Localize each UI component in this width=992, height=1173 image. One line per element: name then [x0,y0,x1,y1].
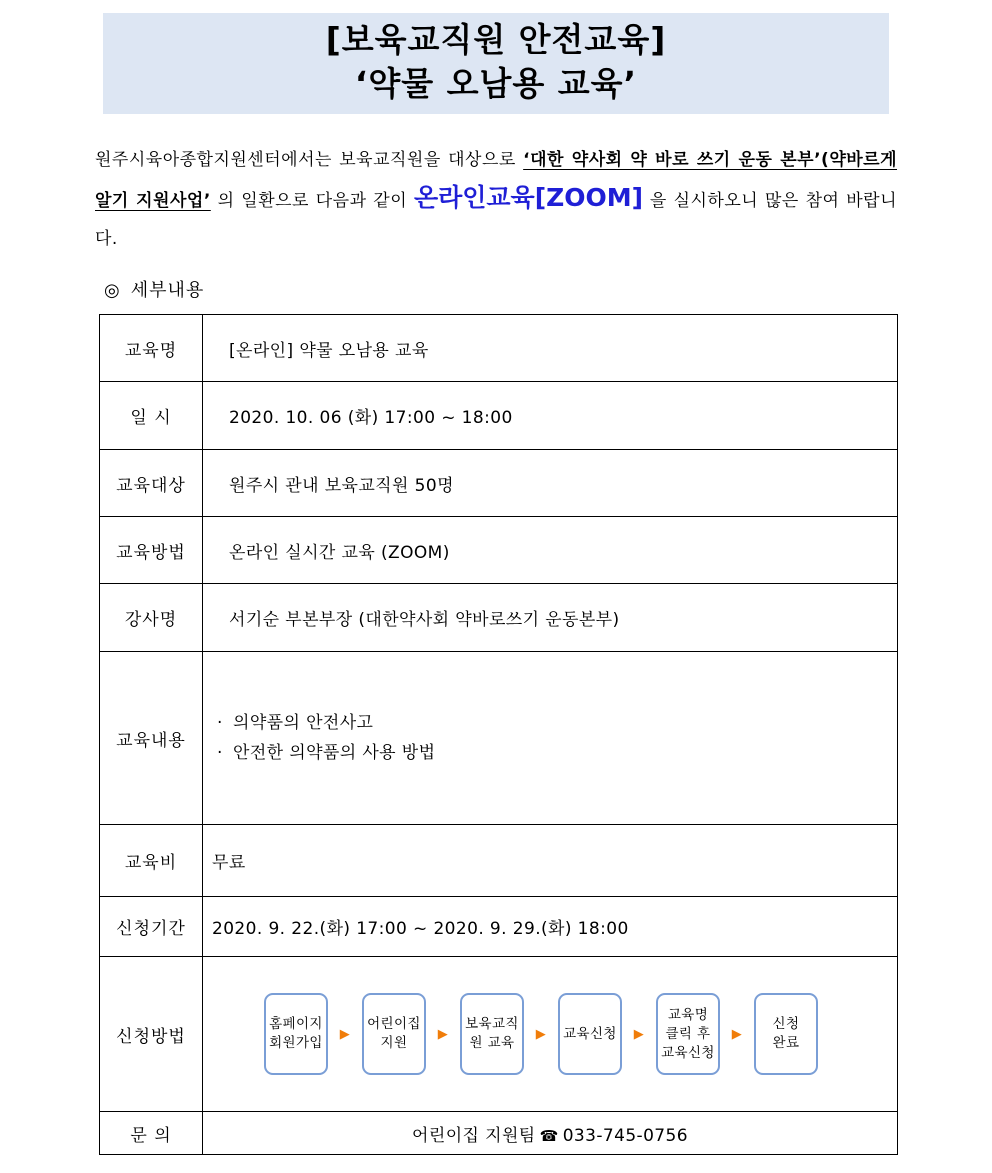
arrow-right-icon: ▶ [437,1026,449,1042]
table-row [100,517,898,584]
intro-paragraph [95,141,897,258]
details-table [99,314,898,1155]
flow-step: 교육명 클릭 후 교육신청 [656,993,720,1075]
table-row [100,382,898,450]
bullet-dot: · [217,743,223,763]
table-row [100,315,898,382]
row-label: 교육내용 [100,652,203,825]
table-row [100,897,898,957]
intro-online-zoom: 온라인교육[ZOOM] [413,183,644,212]
table-row [100,957,898,1112]
arrow-right-icon: ▶ [339,1026,351,1042]
row-label: 신청방법 [100,957,203,1112]
content-list [217,708,897,768]
table-row [100,1112,898,1155]
title-main: [보육교직원 안전교육] [325,20,667,59]
row-value: 원주시 관내 보육교직원 50명 [203,450,898,517]
flow-step: 홈페이지 회원가입 [264,993,328,1075]
row-label: 신청기간 [100,897,203,957]
table-row [100,450,898,517]
row-value [203,652,898,825]
flow-step: 교육신청 [558,993,622,1075]
title-banner [103,13,889,114]
intro-text-2: 의 일환으로 다음과 같이 [210,191,414,211]
intro-text-3: 을 실시하오니 많은 참여 바랍니다. [95,191,897,249]
contact-team: 어린이집 지원팀 [412,1125,536,1146]
list-item [217,738,885,768]
flow-step: 보육교직 원 교육 [460,993,524,1075]
bullet-dot: · [217,713,223,733]
row-value: [온라인] 약물 오남용 교육 [203,315,898,382]
row-label: 교육비 [100,825,203,897]
row-value [203,957,898,1112]
flow-step: 신청 완료 [754,993,818,1075]
row-label: 일 시 [100,382,203,450]
arrow-right-icon: ▶ [535,1026,547,1042]
contact-number: 033-745-0756 [562,1125,688,1146]
row-value: 2020. 10. 06 (화) 17:00 ~ 18:00 [203,382,898,450]
intro-highlight: ‘대한 약사회 약 바로 쓰기 운동 본부’(약바르게 알기 지원사업’ [95,150,898,211]
row-label: 강사명 [100,584,203,652]
apply-flow [212,993,897,1075]
table-row [100,584,898,652]
intro-text-1: 원주시육아종합지원센터에서는 보육교직원을 대상으로 [95,150,524,170]
flow-step: 어린이집 지원 [362,993,426,1075]
double-circle-icon: ◎ [104,280,121,301]
list-item-text: 의약품의 안전사고 [233,713,374,733]
title-sub: ‘약물 오남용 교육’ [354,64,638,103]
row-value: 서기순 부본부장 (대한약사회 약바로쓰기 운동본부) [203,584,898,652]
row-value: 2020. 9. 22.(화) 17:00 ~ 2020. 9. 29.(화) 18:00 [203,897,898,957]
row-value: 무료 [203,825,898,897]
table-row [100,652,898,825]
table-row [100,825,898,897]
row-value: 온라인 실시간 교육 (ZOOM) [203,517,898,584]
row-label: 교육명 [100,315,203,382]
row-label: 교육방법 [100,517,203,584]
row-label: 교육대상 [100,450,203,517]
section-heading-label: 세부내용 [130,280,205,301]
list-item [217,708,885,738]
phone-icon: ☎ [539,1126,559,1145]
row-label: 문 의 [100,1112,203,1155]
arrow-right-icon: ▶ [633,1026,645,1042]
row-value [203,1112,898,1155]
section-heading [104,276,204,302]
list-item-text: 안전한 의약품의 사용 방법 [233,743,436,763]
arrow-right-icon: ▶ [731,1026,743,1042]
